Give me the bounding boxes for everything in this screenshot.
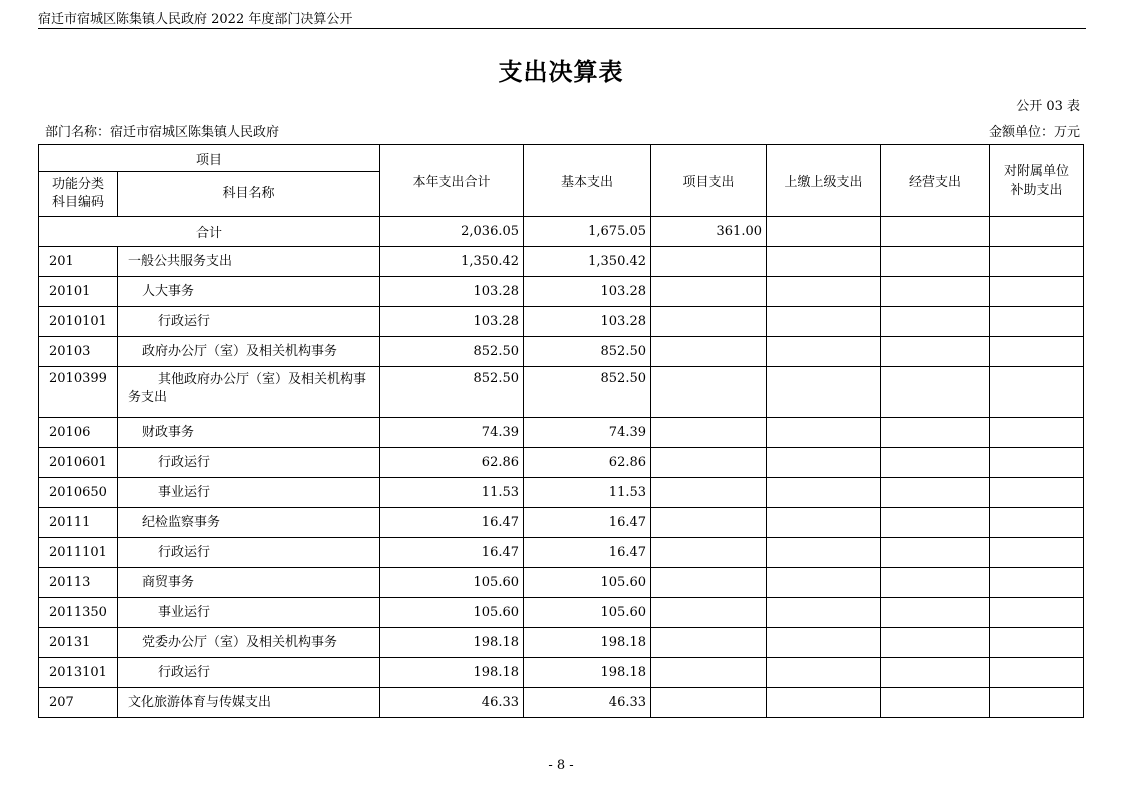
row-name: 行政运行 [118,538,380,568]
row-business [881,478,990,508]
header-item-group: 项目 [39,145,380,172]
row-name: 行政运行 [118,658,380,688]
row-remit [767,508,881,538]
row-name: 文化旅游体育与传媒支出 [118,688,380,718]
row-subsidy [990,367,1084,418]
table-row [39,307,1084,337]
row-total: 74.39 [380,418,524,448]
row-business [881,568,990,598]
row-basic: 852.50 [524,367,651,418]
row-basic: 11.53 [524,478,651,508]
table-row [39,598,1084,628]
row-name: 事业运行 [118,478,380,508]
row-name: 财政事务 [118,418,380,448]
row-project [651,688,767,718]
row-basic: 103.28 [524,307,651,337]
row-basic: 46.33 [524,688,651,718]
row-business [881,538,990,568]
row-remit [767,658,881,688]
row-subsidy [990,658,1084,688]
row-subsidy [990,277,1084,307]
row-business [881,418,990,448]
row-name: 事业运行 [118,598,380,628]
row-code: 2010399 [39,367,118,418]
row-subsidy [990,448,1084,478]
row-subsidy [990,688,1084,718]
row-subsidy [990,247,1084,277]
row-remit [767,367,881,418]
row-code: 2011350 [39,598,118,628]
row-code: 20106 [39,418,118,448]
row-code: 20131 [39,628,118,658]
row-code: 20103 [39,337,118,367]
row-project [651,277,767,307]
row-remit [767,538,881,568]
row-project [651,598,767,628]
row-project [651,478,767,508]
row-project [651,418,767,448]
row-project [651,247,767,277]
department-name: 部门名称：宿迁市宿城区陈集镇人民政府 [45,125,280,140]
row-code: 2013101 [39,658,118,688]
row-code: 2010650 [39,478,118,508]
table-row [39,478,1084,508]
row-project [651,538,767,568]
row-total: 198.18 [380,628,524,658]
summary-label: 合计 [39,217,380,247]
header-basic: 基本支出 [524,145,651,217]
table-row [39,508,1084,538]
summary-remit [767,217,881,247]
table-row [39,538,1084,568]
table-row [39,448,1084,478]
row-name: 其他政府办公厅（室）及相关机构事务支出 [118,367,380,418]
row-subsidy [990,628,1084,658]
row-name: 政府办公厅（室）及相关机构事务 [118,337,380,367]
table-code: 公开 03 表 [1016,99,1080,114]
row-remit [767,568,881,598]
row-project [651,367,767,418]
row-business [881,307,990,337]
table-row [39,247,1084,277]
row-remit [767,277,881,307]
header-name: 科目名称 [118,172,380,217]
row-basic: 74.39 [524,418,651,448]
row-project [651,508,767,538]
running-header: 宿迁市宿城区陈集镇人民政府 2022 年度部门决算公开 [38,12,353,27]
row-total: 852.50 [380,367,524,418]
row-code: 2010601 [39,448,118,478]
row-project [651,307,767,337]
row-code: 2010101 [39,307,118,337]
row-total: 105.60 [380,598,524,628]
row-business [881,448,990,478]
row-total: 103.28 [380,307,524,337]
summary-subsidy [990,217,1084,247]
row-code: 201 [39,247,118,277]
row-subsidy [990,568,1084,598]
header-code: 功能分类科目编码 [39,172,118,217]
row-total: 103.28 [380,277,524,307]
row-remit [767,307,881,337]
row-basic: 198.18 [524,628,651,658]
row-basic: 852.50 [524,337,651,367]
row-subsidy [990,598,1084,628]
row-remit [767,448,881,478]
row-total: 16.47 [380,538,524,568]
row-basic: 198.18 [524,658,651,688]
row-remit [767,628,881,658]
row-project [651,448,767,478]
row-subsidy [990,538,1084,568]
row-business [881,658,990,688]
row-basic: 105.60 [524,568,651,598]
header-business: 经营支出 [881,145,990,217]
summary-total: 2,036.05 [380,217,524,247]
row-business [881,688,990,718]
row-remit [767,418,881,448]
row-basic: 16.47 [524,508,651,538]
table-row [39,568,1084,598]
row-code: 20101 [39,277,118,307]
row-remit [767,247,881,277]
row-project [651,568,767,598]
row-code: 20113 [39,568,118,598]
row-name: 行政运行 [118,307,380,337]
row-project [651,337,767,367]
table-row [39,337,1084,367]
row-total: 852.50 [380,337,524,367]
row-total: 198.18 [380,658,524,688]
row-basic: 105.60 [524,598,651,628]
row-business [881,628,990,658]
row-basic: 103.28 [524,277,651,307]
row-name: 行政运行 [118,448,380,478]
row-name: 人大事务 [118,277,380,307]
row-business [881,367,990,418]
row-basic: 1,350.42 [524,247,651,277]
row-basic: 62.86 [524,448,651,478]
page-number: - 8 - [548,758,574,773]
row-total: 1,350.42 [380,247,524,277]
table-row [39,628,1084,658]
row-subsidy [990,337,1084,367]
row-business [881,247,990,277]
row-business [881,277,990,307]
table-row [39,367,1084,418]
row-remit [767,598,881,628]
row-total: 16.47 [380,508,524,538]
header-divider [38,28,1086,29]
row-basic: 16.47 [524,538,651,568]
summary-row [39,217,1084,247]
summary-basic: 1,675.05 [524,217,651,247]
summary-project: 361.00 [651,217,767,247]
amount-unit: 金额单位：万元 [988,125,1080,140]
row-business [881,508,990,538]
row-code: 20111 [39,508,118,538]
header-total: 本年支出合计 [380,145,524,217]
row-name: 党委办公厅（室）及相关机构事务 [118,628,380,658]
row-name: 商贸事务 [118,568,380,598]
row-total: 11.53 [380,478,524,508]
summary-business [881,217,990,247]
row-subsidy [990,478,1084,508]
table-row [39,688,1084,718]
table-row [39,277,1084,307]
row-total: 105.60 [380,568,524,598]
row-project [651,658,767,688]
expenditure-table [38,144,1084,718]
row-total: 62.86 [380,448,524,478]
row-name: 一般公共服务支出 [118,247,380,277]
row-remit [767,688,881,718]
row-business [881,598,990,628]
row-code: 207 [39,688,118,718]
header-subsidy: 对附属单位补助支出 [990,145,1084,217]
page-title: 支出决算表 [498,58,624,86]
row-business [881,337,990,367]
row-code: 2011101 [39,538,118,568]
row-total: 46.33 [380,688,524,718]
row-subsidy [990,307,1084,337]
row-name: 纪检监察事务 [118,508,380,538]
table-row [39,418,1084,448]
header-remit: 上缴上级支出 [767,145,881,217]
row-subsidy [990,508,1084,538]
header-project: 项目支出 [651,145,767,217]
row-remit [767,337,881,367]
row-subsidy [990,418,1084,448]
table-row [39,658,1084,688]
row-project [651,628,767,658]
row-remit [767,478,881,508]
